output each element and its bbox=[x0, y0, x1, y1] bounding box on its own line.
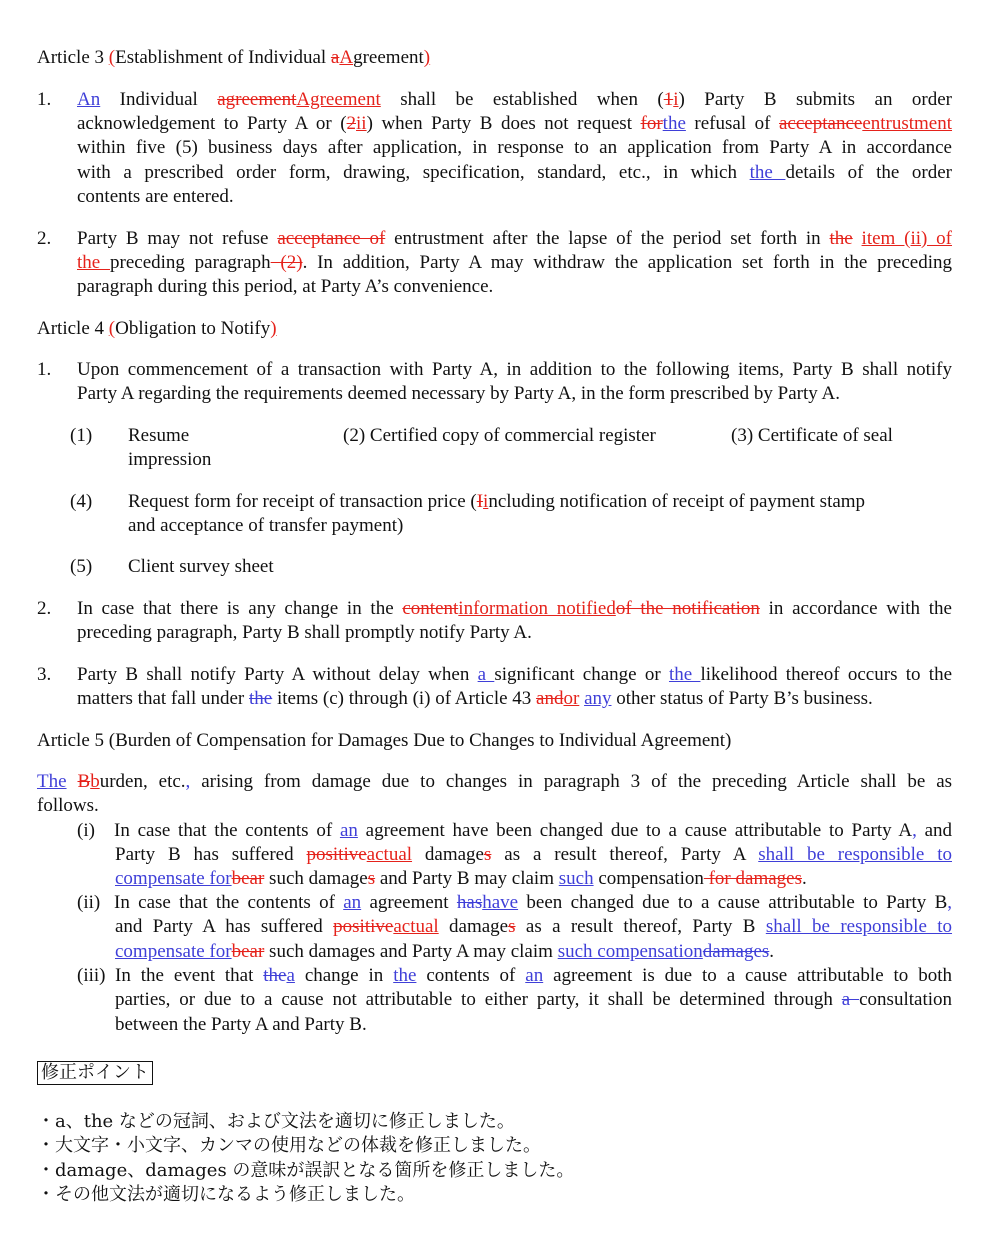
item-text: impression bbox=[128, 449, 212, 470]
paragraph-line: In case that the contents of an agreement hashave been changed due to a cause attributable to Party B, bbox=[114, 892, 952, 913]
item-text: (2) Certified copy of commercial register bbox=[343, 425, 656, 446]
paragraph-line: matters that fall under the items (c) through (i) of Article 43 andor any other status of Party B’s business. bbox=[77, 688, 873, 709]
item-number: (5) bbox=[70, 556, 93, 577]
subitem-number: (iii) bbox=[77, 965, 106, 986]
paragraph-line: and Party A has suffered positiveactual damages as a result thereof, Party B shall be responsible to bbox=[115, 916, 953, 937]
subitem-number: (ii) bbox=[77, 892, 101, 913]
paragraph-line: parties, or due to a cause not attributable to either party, it shall be determined through a consultation bbox=[115, 989, 953, 1010]
list-number: 3. bbox=[37, 664, 52, 685]
article-4-heading: Article 4 (Obligation to Notify) bbox=[37, 318, 277, 339]
paragraph-line: Party A regarding the requirements deemed necessary by Party A, in the form prescribed by Party A. bbox=[77, 383, 840, 404]
paragraph-line: Party B shall notify Party A without delay when a significant change or the likelihood thereof occurs to the bbox=[77, 664, 953, 685]
list-number: 1. bbox=[37, 359, 52, 380]
correction-point: ・a、the などの冠詞、および文法を適切に修正しました。 bbox=[37, 1111, 515, 1132]
item-text: and acceptance of transfer payment) bbox=[128, 515, 404, 536]
paragraph-line: acknowledgement to Party A or (2ii) when Party B does not request forthe refusal of acceptanceentrustment bbox=[77, 113, 953, 134]
item-text: Request form for receipt of transaction price (Iincluding notification of receipt of payment stamp bbox=[128, 491, 866, 512]
item-text: (3) Certificate of seal bbox=[731, 425, 893, 446]
correction-point: ・その他文法が適切になるよう修正しました。 bbox=[37, 1184, 415, 1205]
paragraph-line: Upon commencement of a transaction with Party A, in addition to the following items, Party B shall notify bbox=[77, 359, 952, 380]
correction-point: ・大文字・小文字、カンマの使用などの体裁を修正しました。 bbox=[37, 1135, 541, 1156]
list-number: 2. bbox=[37, 228, 52, 249]
paragraph-line: the preceding paragraph (2). In addition, Party A may withdraw the application set forth in the preceding bbox=[77, 252, 953, 273]
paragraph-line: In case that there is any change in the contentinformation notifiedof the notification in accordance with the bbox=[77, 598, 952, 619]
paragraph-line: paragraph during this period, at Party A’s convenience. bbox=[77, 276, 494, 297]
article-5-heading: Article 5 (Burden of Compensation for Damages Due to Changes to Individual Agreement) bbox=[37, 730, 732, 751]
item-text: Resume bbox=[128, 425, 190, 446]
paragraph-line: Party B may not refuse acceptance of entrustment after the lapse of the period set forth in the item (ii) of bbox=[77, 228, 953, 249]
paragraph-line: Party B has suffered positiveactual damages as a result thereof, Party A shall be responsible to bbox=[115, 844, 952, 865]
paragraph-line: between the Party A and Party B. bbox=[115, 1014, 367, 1035]
paragraph-line: follows. bbox=[37, 795, 99, 816]
paragraph-line: preceding paragraph, Party B shall promptly notify Party A. bbox=[77, 622, 532, 643]
item-number: (1) bbox=[70, 425, 93, 446]
paragraph-line: compensate forbear such damages and Party B may claim such compensation for damages. bbox=[115, 868, 807, 889]
correction-points-label: 修正ポイント bbox=[37, 1061, 153, 1085]
item-number: (4) bbox=[70, 491, 93, 512]
list-number: 2. bbox=[37, 598, 52, 619]
paragraph-line: An Individual agreementAgreement shall be established when (1i) Party B submits an order bbox=[77, 89, 952, 110]
list-number: 1. bbox=[37, 89, 52, 110]
paragraph-line: with a prescribed order form, drawing, specification, standard, etc., in which the details of the order bbox=[77, 162, 952, 183]
paragraph-line: compensate forbear such damages and Party A may claim such compensationdamages. bbox=[115, 941, 775, 962]
correction-point: ・damage、damages の意味が誤訳となる箇所を修正しました。 bbox=[37, 1160, 575, 1181]
paragraph-line: The Bburden, etc., arising from damage due to changes in paragraph 3 of the preceding Article shall be as bbox=[37, 771, 953, 792]
item-text: Client survey sheet bbox=[128, 556, 274, 577]
article-3-heading: Article 3 (Establishment of Individual aAgreement) bbox=[37, 47, 431, 68]
paragraph-line: In the event that thea change in the contents of an agreement is due to a cause attributable to both bbox=[115, 965, 952, 986]
subitem-number: (i) bbox=[77, 820, 95, 841]
paragraph-line: within five (5) business days after application, in response to an application from Party A in accordance bbox=[77, 137, 952, 158]
paragraph-line: contents are entered. bbox=[77, 186, 234, 207]
paragraph-line: In case that the contents of an agreement have been changed due to a cause attributable to Party A, and bbox=[114, 820, 953, 841]
